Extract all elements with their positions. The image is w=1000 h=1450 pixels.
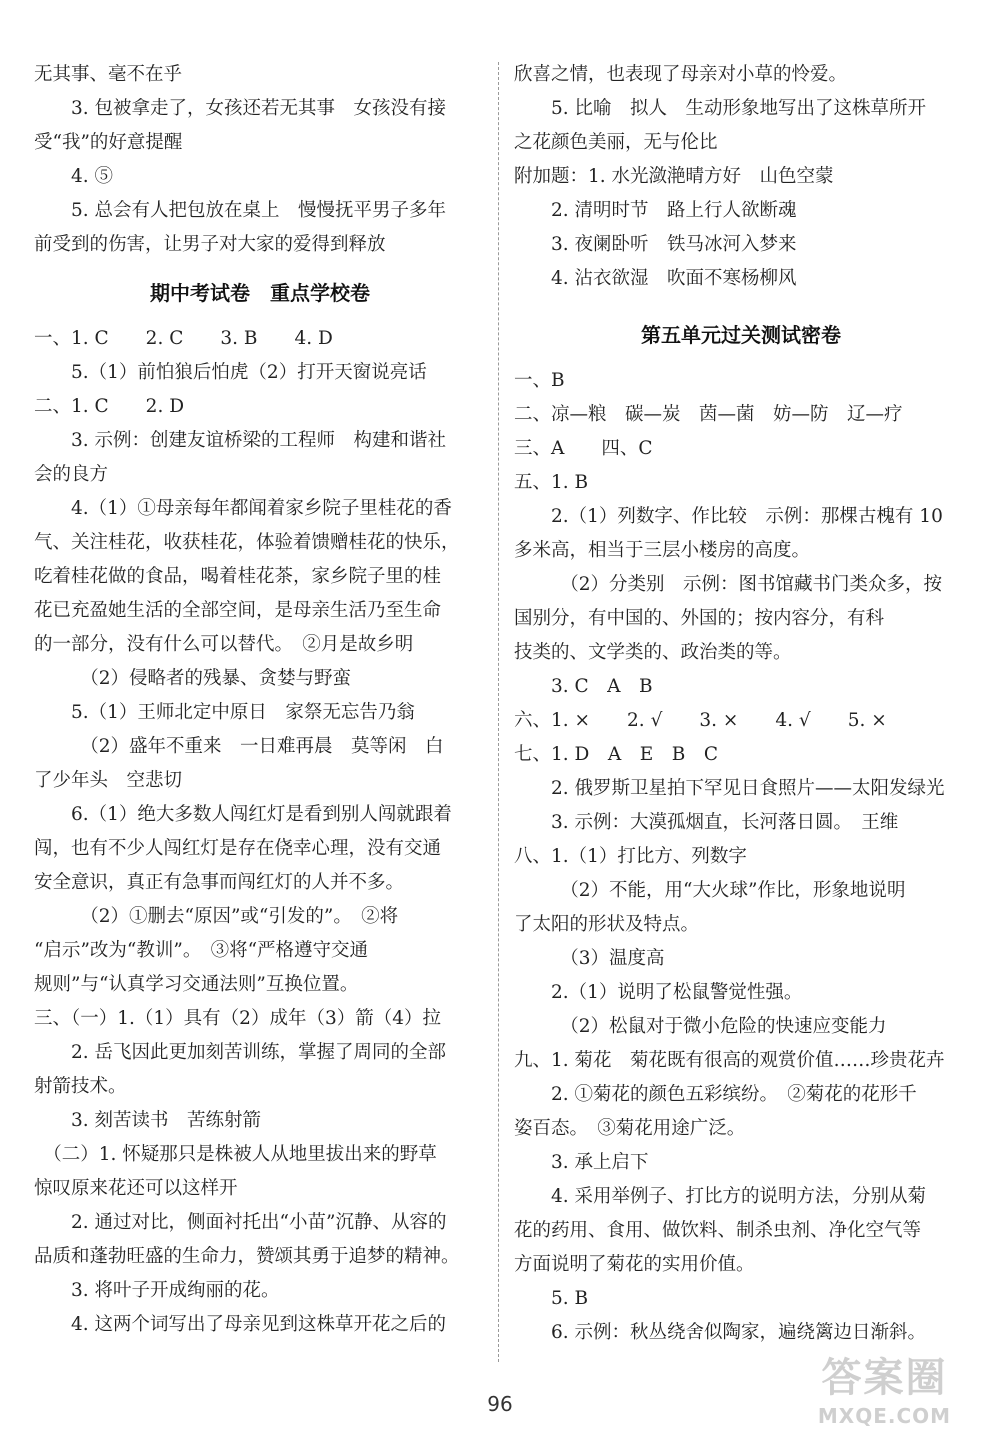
answer-line: 九、1. 菊花 菊花既有很高的观赏价值……珍贵花卉 — [514, 1050, 945, 1071]
answer-line: 安全意识，真正有急事而闯红灯的人并不多。 — [34, 872, 405, 893]
answer-line: 3. 刻苦读书 苦练射箭 — [34, 1110, 262, 1131]
answer-line: 4. 采用举例子、打比方的说明方法，分别从菊 — [514, 1186, 927, 1207]
answer-line: 2.（1）列数字、作比较 示例：那棵古槐有 10 — [514, 506, 943, 527]
left-column — [34, 58, 486, 1342]
answer-line: 一、B — [514, 370, 565, 391]
watermark-main-text: 答案圈 — [821, 1355, 948, 1401]
watermark-logo — [797, 1352, 972, 1442]
answer-line: 4. 沾衣欲湿 吹面不寒杨柳风 — [514, 268, 797, 289]
answer-line: 六、1. × 2. √ 3. × 4. √ 5. × — [514, 710, 887, 731]
answer-line: “启示”改为“教训”。 ③将“严格遵守交通 — [34, 940, 369, 961]
answer-line: 五、1. B — [514, 472, 589, 493]
answer-line: （2）分类别 示例：图书馆藏书门类众多，按 — [514, 574, 943, 595]
right-lines-before-heading — [514, 58, 968, 296]
answer-line: 4. ⑤ — [34, 166, 114, 187]
answer-line: 多米高，相当于三层小楼房的高度。 — [514, 540, 811, 561]
answer-line: 方面说明了菊花的实用价值。 — [514, 1254, 755, 1275]
answer-line: 规则”与“认真学习交通法则”互换位置。 — [34, 974, 359, 995]
left-lines-before-heading — [34, 58, 486, 262]
answer-line: （2）松鼠对于微小危险的快速应变能力 — [514, 1016, 887, 1037]
answer-line: 射箭技术。 — [34, 1076, 127, 1097]
answer-line: 之花颜色美丽，无与伦比 — [514, 132, 718, 153]
answer-line: 品质和蓬勃旺盛的生命力，赞颂其勇于追梦的精神。 — [34, 1246, 460, 1267]
answer-line: 2. 清明时节 路上行人欲断魂 — [514, 200, 797, 221]
answer-line: 6.（1）绝大多数人闯红灯是看到别人闯就跟着 — [34, 804, 452, 825]
left-lines-after-heading — [34, 322, 486, 1342]
answer-line: （2）侵略者的残暴、贪婪与野蛮 — [34, 668, 352, 689]
answer-line: 气、关注桂花，收获桂花，体验着馈赠桂花的快乐， — [34, 532, 460, 553]
answer-line: 3. 承上启下 — [514, 1152, 649, 1173]
answer-line: 一、1. C 2. C 3. B 4. D — [34, 328, 333, 349]
page-number: 96 — [487, 1392, 513, 1416]
answer-line: 2. 通过对比，侧面衬托出“小苗”沉静、从容的 — [34, 1212, 447, 1233]
answer-line: （二）1. 怀疑那只是株被人从地里拔出来的野草 — [34, 1144, 437, 1165]
answer-line: 花已充盈她生活的全部空间，是母亲生活乃至生命 — [34, 600, 442, 621]
answer-line: 无其事、毫不在乎 — [34, 64, 183, 85]
answer-line: 5. 比喻 拟人 生动形象地写出了这株草所开 — [514, 98, 927, 119]
answer-line: 花的药用、食用、做饮料、制杀虫剂、净化空气等 — [514, 1220, 922, 1241]
right-lines-after-heading — [514, 364, 968, 1350]
answer-line: 国别分，有中国的、外国的；按内容分，有科 — [514, 608, 885, 629]
answer-line: 4.（1）①母亲每年都闻着家乡院子里桂花的香 — [34, 498, 452, 519]
answer-line: 姿百态。 ③菊花用途广泛。 — [514, 1118, 746, 1139]
answer-line: 2. ①菊花的颜色五彩缤纷。 ②菊花的花形千 — [514, 1084, 917, 1105]
answer-line: 5.（1）前怕狼后怕虎（2）打开天窗说亮话 — [34, 362, 427, 383]
answer-line: 欣喜之情，也表现了母亲对小草的怜爱。 — [514, 64, 848, 85]
answer-line: 会的良方 — [34, 464, 109, 485]
answer-line: 2.（1）说明了松鼠警觉性强。 — [514, 982, 803, 1003]
answer-line: 3. 将叶子开成绚丽的花。 — [34, 1280, 280, 1301]
answer-line: 5. 总会有人把包放在桌上 慢慢抚平男子多年 — [34, 200, 447, 221]
section-heading-midterm: 期中考试卷 重点学校卷 — [150, 281, 370, 305]
answer-line: （3）温度高 — [514, 948, 665, 969]
answer-line: 三、A 四、C — [514, 438, 653, 459]
watermark-sub-text: MXQE.COM — [817, 1404, 952, 1428]
answer-line: 吃着桂花做的食品，喝着桂花茶，家乡院子里的桂 — [34, 566, 442, 587]
answer-line: 2. 俄罗斯卫星拍下罕见日食照片——太阳发绿光 — [514, 778, 945, 799]
answer-line: 闯，也有不少人闯红灯是存在侥幸心理，没有交通 — [34, 838, 442, 859]
answer-line: 3. 示例：创建友谊桥梁的工程师 构建和谐社 — [34, 430, 447, 451]
answer-line: 七、1. D A E B C — [514, 744, 718, 765]
answer-line: 技类的、文学类的、政治类的等。 — [514, 642, 792, 663]
answer-line: 了少年头 空悲切 — [34, 770, 183, 791]
answer-line: 惊叹原来花还可以这样开 — [34, 1178, 238, 1199]
answer-line: 的一部分，没有什么可以替代。 ②月是故乡明 — [34, 634, 414, 655]
answer-line: 前受到的伤害，让男子对大家的爱得到释放 — [34, 234, 386, 255]
answer-line: 二、凉—粮 碳—炭 茵—菌 妨—防 辽—疗 — [514, 404, 903, 425]
section-heading-unit-five: 第五单元过关测试密卷 — [641, 323, 841, 347]
answer-line: 受“我”的好意提醒 — [34, 132, 183, 153]
answer-line: 3. 示例：大漠孤烟直，长河落日圆。 王维 — [514, 812, 899, 833]
answer-line: 5. B — [514, 1288, 589, 1309]
answer-line: （2）盛年不重来 一日难再晨 莫等闲 白 — [34, 736, 444, 757]
answer-line: 4. 这两个词写出了母亲见到这株草开花之后的 — [34, 1314, 447, 1335]
answer-line: 3. 包被拿走了，女孩还若无其事 女孩没有接 — [34, 98, 447, 119]
answer-line: 2. 岳飞因此更加刻苦训练，掌握了周同的全部 — [34, 1042, 447, 1063]
answer-line: 三、（一）1.（1）具有（2）成年（3）箭（4）拉 — [34, 1008, 441, 1029]
answer-line: （2）①删去“原因”或“引发的”。 ②将 — [34, 906, 399, 927]
answer-line: 3. C A B — [514, 676, 653, 697]
right-column — [514, 58, 968, 1350]
answer-line: 二、1. C 2. D — [34, 396, 185, 417]
answer-line: 八、1.（1）打比方、列数字 — [514, 846, 747, 867]
column-divider — [498, 62, 499, 1362]
answer-line: 了太阳的形状及特点。 — [514, 914, 700, 935]
answer-line: 3. 夜阑卧听 铁马冰河入梦来 — [514, 234, 797, 255]
answer-line: 6. 示例：秋丛绕舍似陶家，遍绕篱边日渐斜。 — [514, 1322, 927, 1343]
answer-line: （2）不能，用“大火球”作比，形象地说明 — [514, 880, 906, 901]
answer-line: 5.（1）王师北定中原日 家祭无忘告乃翁 — [34, 702, 415, 723]
answer-line: 附加题：1. 水光潋滟晴方好 山色空蒙 — [514, 166, 834, 187]
